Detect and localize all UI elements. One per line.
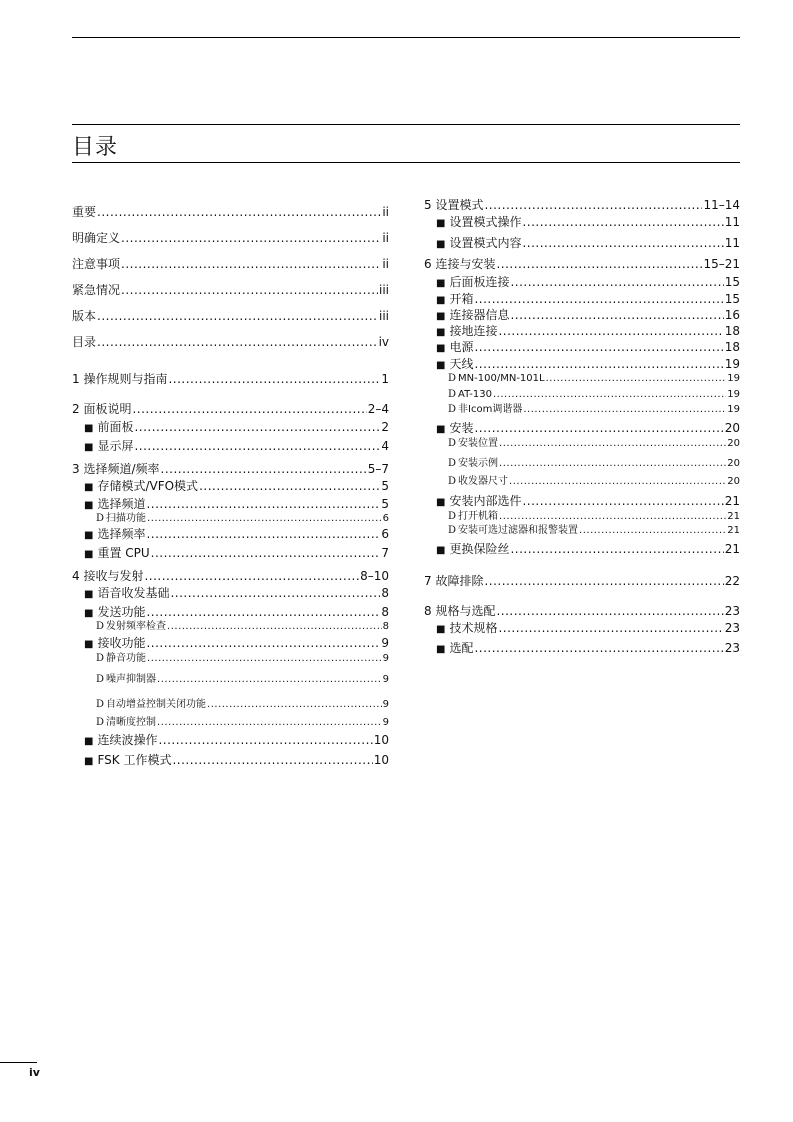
- bullet-square-icon: ■: [436, 424, 446, 435]
- toc-entry-sub[interactable]: [448, 372, 740, 385]
- toc-entry-sub[interactable]: [448, 437, 740, 450]
- toc-entry-page: 5: [381, 479, 389, 493]
- bullet-square-icon: ■: [84, 500, 94, 511]
- toc-entry-label: 目录: [72, 335, 97, 349]
- sub-item-marker: D: [96, 513, 105, 524]
- toc-entry-sub[interactable]: [96, 673, 389, 686]
- dot-leader: [474, 340, 723, 355]
- toc-entry-label: 技术规格: [449, 621, 498, 635]
- toc-entry-plain[interactable]: [72, 283, 389, 298]
- bullet-square-icon: ■: [84, 756, 94, 767]
- toc-entry-section[interactable]: [436, 275, 740, 291]
- toc-entry-label: AT-130: [458, 389, 492, 400]
- dot-leader: [522, 215, 723, 230]
- dot-leader: [510, 308, 723, 323]
- toc-entry-page: 5: [381, 497, 389, 511]
- toc-entry-page: 2: [381, 420, 389, 434]
- toc-entry-section[interactable]: [436, 357, 740, 373]
- sub-item-marker: D: [96, 674, 105, 685]
- toc-entry-label: 噪声抑制器: [106, 674, 157, 685]
- toc-entry-page: 9: [382, 653, 389, 664]
- sub-item-marker: D: [448, 458, 457, 469]
- toc-entry-label: 5 设置模式: [424, 198, 484, 212]
- toc-entry-page: 9: [382, 674, 389, 685]
- toc-entry-page: 21: [724, 494, 740, 508]
- toc-entry-page: 23: [724, 621, 740, 635]
- sub-item-marker: D: [96, 717, 105, 728]
- dot-leader: [498, 324, 723, 339]
- toc-entry-page: 20: [727, 438, 740, 449]
- dot-leader: [496, 257, 702, 272]
- dot-leader: [499, 437, 726, 450]
- toc-entry-label: 4 接收与发射: [72, 569, 144, 583]
- toc-entry-section[interactable]: [436, 215, 740, 231]
- toc-entry-page: 8: [382, 621, 389, 632]
- toc-entry-label: 非Icom调谐器: [458, 404, 523, 415]
- dot-leader: [170, 586, 380, 601]
- dot-leader: [146, 605, 380, 620]
- toc-entry-label: 显示屏: [97, 439, 134, 453]
- dot-leader: [134, 439, 380, 454]
- toc-entry-page: 20: [724, 421, 740, 435]
- toc-entry-label: 1 操作规则与指南: [72, 372, 168, 386]
- toc-entry-label: 电源: [449, 340, 474, 354]
- sub-item-marker: D: [96, 699, 105, 710]
- dot-leader: [146, 527, 380, 542]
- bullet-square-icon: ■: [84, 608, 94, 619]
- sub-item-marker: D: [448, 511, 457, 522]
- toc-entry-sub[interactable]: [448, 524, 740, 537]
- toc-entry-section[interactable]: [436, 421, 740, 437]
- toc-entry-label: 天线: [449, 357, 474, 371]
- toc-entry-page: 11: [724, 236, 740, 250]
- dot-leader: [493, 388, 726, 401]
- toc-entry-page: 21: [724, 542, 740, 556]
- bullet-square-icon: ■: [436, 295, 446, 306]
- sub-item-marker: D: [448, 373, 457, 384]
- dot-leader: [546, 372, 727, 385]
- toc-entry-label: 发射频率检查: [106, 621, 167, 632]
- bullet-square-icon: ■: [436, 624, 446, 635]
- toc-entry-sub[interactable]: [96, 716, 389, 729]
- toc-entry-page: 19: [727, 373, 740, 384]
- toc-entry-sub[interactable]: [96, 698, 389, 711]
- toc-entry-page: 18: [724, 324, 740, 338]
- toc-entry-label: 开箱: [449, 292, 474, 306]
- toc-entry-page: 22: [724, 574, 740, 588]
- bullet-square-icon: ■: [436, 497, 446, 508]
- dot-leader: [97, 205, 381, 220]
- toc-entry-page: 19: [727, 404, 740, 415]
- toc-entry-page: ii: [382, 205, 389, 219]
- toc-entry-section[interactable]: [84, 420, 389, 436]
- dot-leader: [146, 497, 380, 512]
- toc-entry-label: 8 规格与选配: [424, 604, 496, 618]
- toc-entry-label: 7 故障排除: [424, 574, 484, 588]
- toc-entry-section[interactable]: [436, 236, 740, 252]
- toc-entry-chapter[interactable]: [424, 257, 740, 272]
- toc-entry-chapter[interactable]: [424, 198, 740, 213]
- toc-entry-label: 2 面板说明: [72, 402, 132, 416]
- dot-leader: [207, 698, 382, 711]
- toc-entry-page: 23: [724, 604, 740, 618]
- dot-leader: [121, 283, 378, 298]
- toc-entry-label: 设置模式操作: [449, 215, 522, 229]
- toc-entry-sub[interactable]: [448, 510, 740, 523]
- toc-entry-label: FSK 工作模式: [97, 753, 172, 767]
- toc-entry-page: 19: [727, 389, 740, 400]
- sub-item-marker: D: [448, 438, 457, 449]
- toc-entry-sub[interactable]: [448, 475, 740, 488]
- toc-entry-chapter[interactable]: [72, 372, 389, 387]
- toc-entry-label: 连续波操作: [97, 733, 158, 747]
- dot-leader: [484, 574, 723, 589]
- toc-entry-page: 9: [381, 636, 389, 650]
- toc-entry-label: 更换保险丝: [449, 542, 510, 556]
- dot-leader: [499, 457, 726, 470]
- toc-entry-sub[interactable]: [96, 620, 389, 633]
- toc-entry-label: 连接器信息: [449, 308, 510, 322]
- toc-entry-page: 11–14: [703, 198, 740, 212]
- toc-entry-page: 21: [727, 525, 740, 536]
- title-rule-bottom: [72, 162, 740, 163]
- toc-entry-label: 发送功能: [97, 605, 146, 619]
- toc-entry-page: ii: [382, 231, 389, 245]
- toc-entry-page: 10: [373, 733, 389, 747]
- dot-leader: [146, 636, 380, 651]
- bullet-square-icon: ■: [84, 482, 94, 493]
- dot-leader: [579, 524, 726, 537]
- toc-entry-section[interactable]: [84, 733, 389, 749]
- bullet-square-icon: ■: [436, 343, 446, 354]
- dot-leader: [474, 421, 723, 436]
- toc-entry-page: 15: [724, 275, 740, 289]
- toc-entry-sub[interactable]: [96, 512, 389, 525]
- dot-leader: [199, 479, 380, 494]
- toc-entry-page: 2–4: [367, 402, 389, 416]
- dot-leader: [509, 475, 726, 488]
- toc-entry-label: 安装示例: [458, 458, 499, 469]
- toc-entry-section[interactable]: [436, 340, 740, 356]
- toc-entry-page: 15–21: [703, 257, 740, 271]
- toc-entry-label: 选择频道: [97, 497, 146, 511]
- toc-entry-label: 3 选择频道/频率: [72, 462, 160, 476]
- toc-entry-page: iv: [378, 335, 389, 349]
- bullet-square-icon: ■: [84, 549, 94, 560]
- toc-entry-label: 明确定义: [72, 231, 121, 245]
- dot-leader: [157, 673, 382, 686]
- toc-entry-label: 存储模式/VFO模式: [97, 479, 199, 493]
- bullet-square-icon: ■: [84, 423, 94, 434]
- bullet-square-icon: ■: [84, 530, 94, 541]
- dot-leader: [496, 604, 723, 619]
- toc-entry-page: 1: [381, 372, 389, 386]
- bullet-square-icon: ■: [436, 311, 446, 322]
- bullet-square-icon: ■: [436, 327, 446, 338]
- toc-entry-sub[interactable]: [96, 652, 389, 665]
- toc-entry-page: 23: [724, 641, 740, 655]
- toc-entry-label: 选配: [449, 641, 474, 655]
- toc-entry-page: 21: [727, 511, 740, 522]
- toc-entry-label: 清晰度控制: [106, 717, 157, 728]
- dot-leader: [132, 402, 366, 417]
- footer-rule: [0, 1062, 37, 1063]
- toc-entry-label: 选择频率: [97, 527, 146, 541]
- toc-entry-page: 7: [381, 546, 389, 560]
- header-rule: [72, 37, 740, 38]
- dot-leader: [97, 335, 378, 350]
- dot-leader: [97, 309, 378, 324]
- toc-entry-plain[interactable]: [72, 335, 389, 350]
- toc-entry-page: 15: [724, 292, 740, 306]
- sub-item-marker: D: [96, 621, 105, 632]
- toc-entry-label: 重要: [72, 205, 97, 219]
- toc-entry-label: 安装位置: [458, 438, 499, 449]
- toc-entry-page: 8–10: [360, 569, 389, 583]
- toc-entry-section[interactable]: [84, 605, 389, 621]
- toc-entry-label: 静音功能: [106, 653, 147, 664]
- toc-entry-page: iii: [378, 309, 389, 323]
- toc-entry-chapter[interactable]: [72, 402, 389, 417]
- title-rule-top: [72, 124, 740, 125]
- toc-entry-label: 紧急情况: [72, 283, 121, 297]
- toc-entry-label: 自动增益控制关闭功能: [106, 699, 207, 710]
- toc-entry-page: 10: [373, 753, 389, 767]
- toc-entry-label: 收发器尺寸: [458, 476, 509, 487]
- page-number: iv: [29, 1066, 40, 1079]
- toc-entry-page: 9: [382, 699, 389, 710]
- sub-item-marker: D: [448, 525, 457, 536]
- dot-leader: [147, 652, 382, 665]
- dot-leader: [157, 716, 382, 729]
- toc-entry-page: 6: [382, 513, 389, 524]
- toc-entry-section[interactable]: [436, 621, 740, 637]
- dot-leader: [498, 621, 723, 636]
- toc-entry-section[interactable]: [436, 308, 740, 324]
- dot-leader: [134, 420, 380, 435]
- toc-entry-sub[interactable]: [448, 403, 740, 416]
- bullet-square-icon: ■: [436, 545, 446, 556]
- toc-entry-label: 重置 CPU: [97, 546, 150, 560]
- sub-item-marker: D: [96, 653, 105, 664]
- dot-leader: [510, 542, 723, 557]
- sub-item-marker: D: [448, 389, 457, 400]
- toc-entry-plain[interactable]: [72, 205, 389, 220]
- toc-entry-section[interactable]: [84, 497, 389, 513]
- toc-entry-page: 11: [724, 215, 740, 229]
- toc-entry-page: iii: [378, 283, 389, 297]
- bullet-square-icon: ■: [436, 218, 446, 229]
- toc-entry-chapter[interactable]: [72, 462, 389, 477]
- bullet-square-icon: ■: [436, 239, 446, 250]
- bullet-square-icon: ■: [84, 639, 94, 650]
- toc-entry-chapter[interactable]: [72, 569, 389, 584]
- toc-entry-label: 设置模式内容: [449, 236, 522, 250]
- bullet-square-icon: ■: [436, 278, 446, 289]
- bullet-square-icon: ■: [84, 736, 94, 747]
- dot-leader: [522, 494, 723, 509]
- toc-entry-label: 打开机箱: [458, 511, 499, 522]
- toc-entry-section[interactable]: [84, 527, 389, 543]
- toc-entry-label: 接收功能: [97, 636, 146, 650]
- toc-entry-sub[interactable]: [448, 457, 740, 470]
- bullet-square-icon: ■: [84, 589, 94, 600]
- toc-entry-label: 后面板连接: [449, 275, 510, 289]
- toc-entry-page: 18: [724, 340, 740, 354]
- dot-leader: [161, 462, 367, 477]
- toc-entry-plain[interactable]: [72, 309, 389, 324]
- toc-entry-chapter[interactable]: [424, 604, 740, 619]
- dot-leader: [144, 569, 359, 584]
- toc-entry-label: 安装可选过滤器和报警装置: [458, 525, 579, 536]
- dot-leader: [474, 292, 723, 307]
- toc-entry-label: 语音收发基础: [97, 586, 170, 600]
- dot-leader: [121, 231, 381, 246]
- toc-entry-section[interactable]: [436, 542, 740, 558]
- toc-entry-page: 9: [382, 717, 389, 728]
- bullet-square-icon: ■: [436, 360, 446, 371]
- toc-entry-page: 5–7: [367, 462, 389, 476]
- toc-entry-label: 安装: [449, 421, 474, 435]
- toc-entry-section[interactable]: [436, 324, 740, 340]
- toc-entry-page: 20: [727, 476, 740, 487]
- dot-leader: [151, 546, 381, 561]
- toc-entry-chapter[interactable]: [424, 574, 740, 589]
- toc-entry-section[interactable]: [436, 641, 740, 657]
- toc-entry-page: ii: [382, 257, 389, 271]
- dot-leader: [158, 733, 372, 748]
- toc-entry-label: 前面板: [97, 420, 134, 434]
- toc-entry-section[interactable]: [84, 546, 389, 562]
- toc-entry-page: 19: [724, 357, 740, 371]
- bullet-square-icon: ■: [436, 644, 446, 655]
- toc-entry-sub[interactable]: [448, 388, 740, 401]
- toc-entry-label: 接地连接: [449, 324, 498, 338]
- dot-leader: [510, 275, 723, 290]
- toc-entry-page: 20: [727, 458, 740, 469]
- toc-entry-label: 注意事项: [72, 257, 121, 271]
- toc-entry-label: 版本: [72, 309, 97, 323]
- toc-entry-label: 扫描功能: [106, 513, 147, 524]
- toc-entry-page: 16: [724, 308, 740, 322]
- sub-item-marker: D: [448, 404, 457, 415]
- toc-entry-label: 6 连接与安装: [424, 257, 496, 271]
- toc-entry-plain[interactable]: [72, 257, 389, 272]
- dot-leader: [168, 372, 380, 387]
- dot-leader: [523, 403, 726, 416]
- toc-entry-label: 安装内部选件: [449, 494, 522, 508]
- page-title: 目录: [72, 135, 119, 160]
- dot-leader: [172, 753, 372, 768]
- toc-entry-section[interactable]: [84, 479, 389, 495]
- dot-leader: [474, 641, 723, 656]
- toc-entry-section[interactable]: [84, 636, 389, 652]
- dot-leader: [147, 512, 382, 525]
- toc-entry-section[interactable]: [84, 753, 389, 769]
- toc-entry-label: MN-100/MN-101L: [458, 373, 545, 384]
- toc-entry-page: 4: [381, 439, 389, 453]
- dot-leader: [474, 357, 723, 372]
- toc-entry-page: 6: [381, 527, 389, 541]
- dot-leader: [522, 236, 723, 251]
- dot-leader: [121, 257, 381, 272]
- toc-entry-section[interactable]: [436, 292, 740, 308]
- toc-entry-section[interactable]: [84, 586, 389, 602]
- bullet-square-icon: ■: [84, 442, 94, 453]
- toc-entry-section[interactable]: [436, 494, 740, 510]
- dot-leader: [484, 198, 702, 213]
- toc-entry-page: 8: [381, 605, 389, 619]
- dot-leader: [167, 620, 382, 633]
- toc-entry-page: 8: [381, 586, 389, 600]
- sub-item-marker: D: [448, 476, 457, 487]
- toc-entry-plain[interactable]: [72, 231, 389, 246]
- toc-entry-section[interactable]: [84, 439, 389, 455]
- dot-leader: [499, 510, 726, 523]
